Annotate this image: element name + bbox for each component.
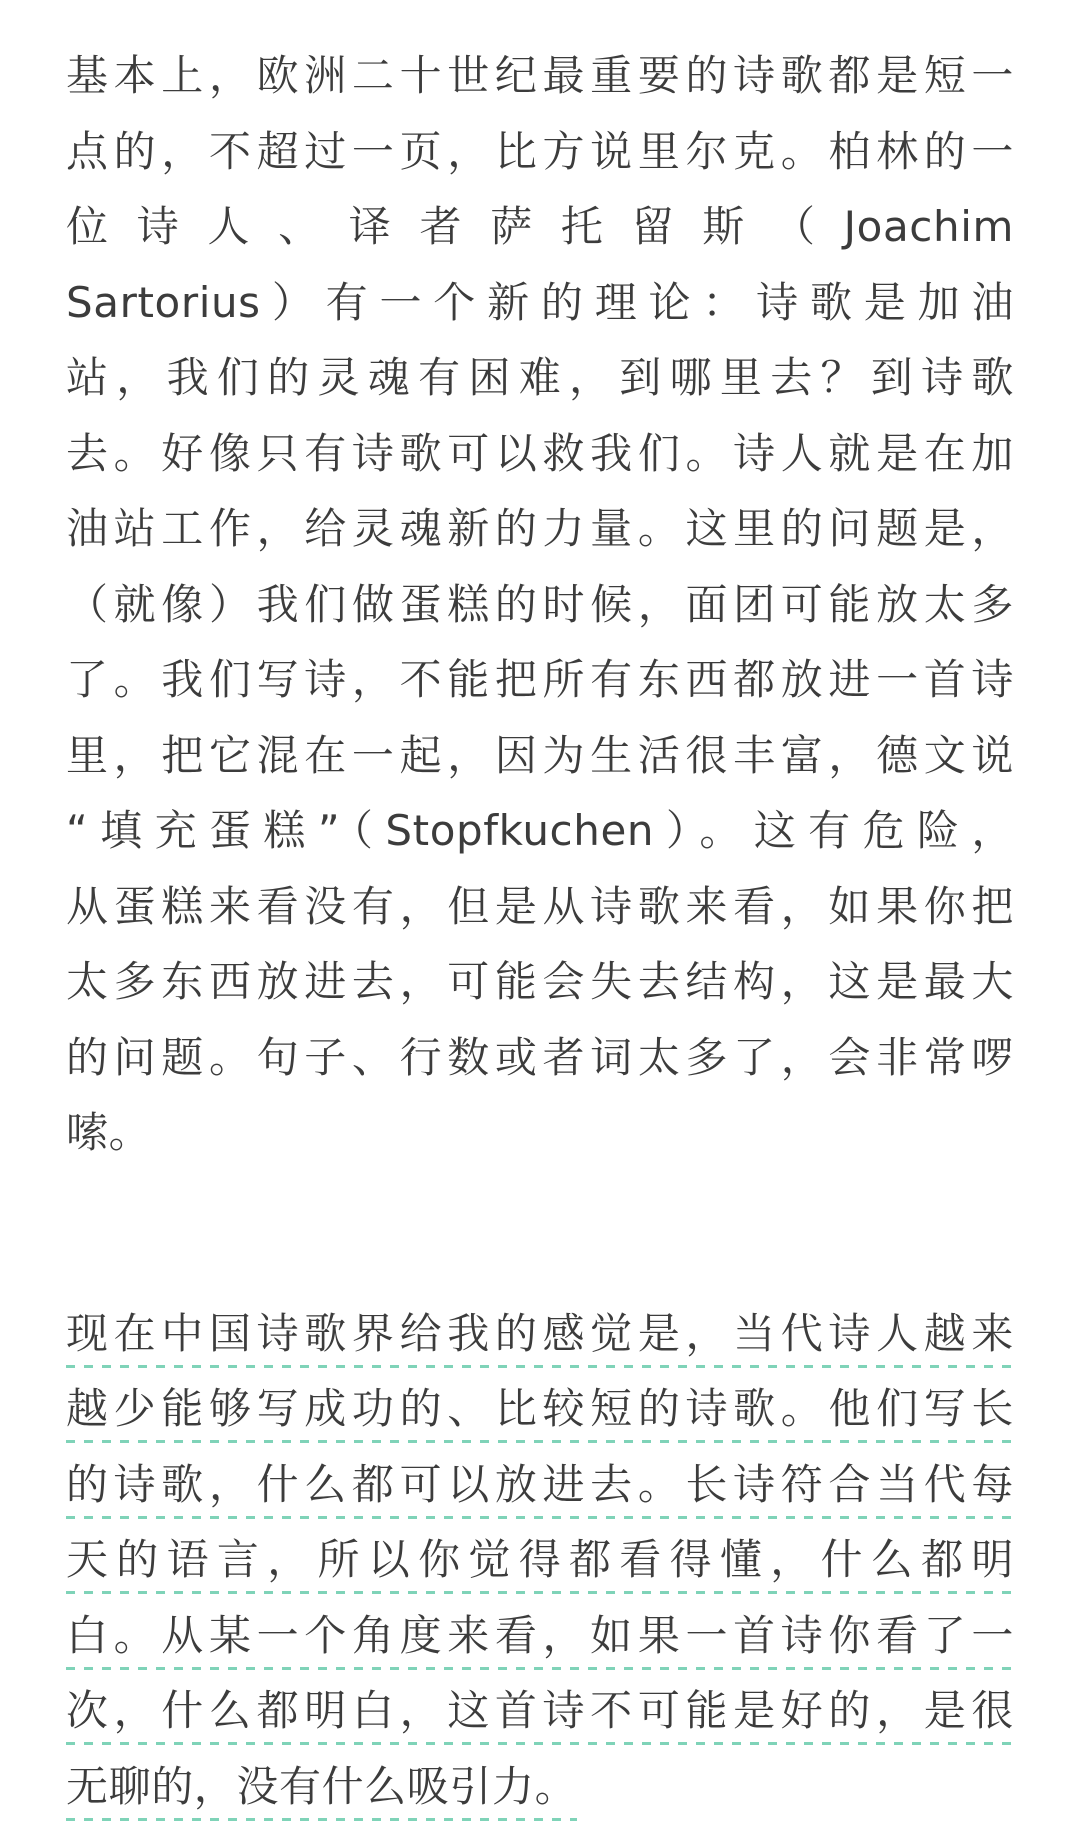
highlighted-line bbox=[66, 1598, 1014, 1674]
text-line: （就像）我们做蛋糕的时候，面团可能放太多 bbox=[66, 567, 1014, 643]
text-line: 的问题。句子、行数或者词太多了，会非常啰 bbox=[66, 1020, 1014, 1096]
underlined-text: 白。从某一个角度来看，如果一首诗你看了一 bbox=[66, 1608, 1014, 1670]
highlighted-line bbox=[66, 1749, 1014, 1824]
text-line: 基本上，欧洲二十世纪最重要的诗歌都是短一 bbox=[66, 38, 1014, 114]
text-line: 点的，不超过一页，比方说里尔克。柏林的一 bbox=[66, 114, 1014, 190]
text-line: 太多东西放进去，可能会失去结构，这是最大 bbox=[66, 944, 1014, 1020]
text-line: 站，我们的灵魂有困难，到哪里去？到诗歌 bbox=[66, 340, 1014, 416]
text-line: 位诗人、译者萨托留斯（Joachim bbox=[66, 189, 1014, 265]
text-line: “填充蛋糕”（Stopfkuchen）。这有危险， bbox=[66, 793, 1014, 869]
underlined-text: 次，什么都明白，这首诗不可能是好的，是很 bbox=[66, 1683, 1014, 1745]
text-line: 油站工作，给灵魂新的力量。这里的问题是， bbox=[66, 491, 1014, 567]
text-line: 了。我们写诗，不能把所有东西都放进一首诗 bbox=[66, 642, 1014, 718]
article-body bbox=[66, 38, 1014, 1824]
highlighted-line bbox=[66, 1447, 1014, 1523]
paragraph-1 bbox=[66, 38, 1014, 1171]
text-line: 里，把它混在一起，因为生活很丰富，德文说 bbox=[66, 718, 1014, 794]
highlighted-line bbox=[66, 1371, 1014, 1447]
underlined-text: 无聊的，没有什么吸引力。 bbox=[66, 1759, 577, 1821]
underlined-text: 的诗歌，什么都可以放进去。长诗符合当代每 bbox=[66, 1457, 1014, 1519]
highlighted-line bbox=[66, 1296, 1014, 1372]
underlined-text: 现在中国诗歌界给我的感觉是，当代诗人越来 bbox=[66, 1306, 1014, 1368]
underlined-text: 天的语言，所以你觉得都看得懂，什么都明 bbox=[66, 1532, 1014, 1594]
text-line: 去。好像只有诗歌可以救我们。诗人就是在加 bbox=[66, 416, 1014, 492]
text-line: 从蛋糕来看没有，但是从诗歌来看，如果你把 bbox=[66, 869, 1014, 945]
paragraph-2-highlighted bbox=[66, 1296, 1014, 1824]
paragraph-gap bbox=[66, 1171, 1014, 1296]
text-line: 嗦。 bbox=[66, 1095, 1014, 1171]
text-line: Sartorius）有一个新的理论：诗歌是加油 bbox=[66, 265, 1014, 341]
highlighted-line bbox=[66, 1673, 1014, 1749]
highlighted-line bbox=[66, 1522, 1014, 1598]
underlined-text: 越少能够写成功的、比较短的诗歌。他们写长 bbox=[66, 1381, 1014, 1443]
